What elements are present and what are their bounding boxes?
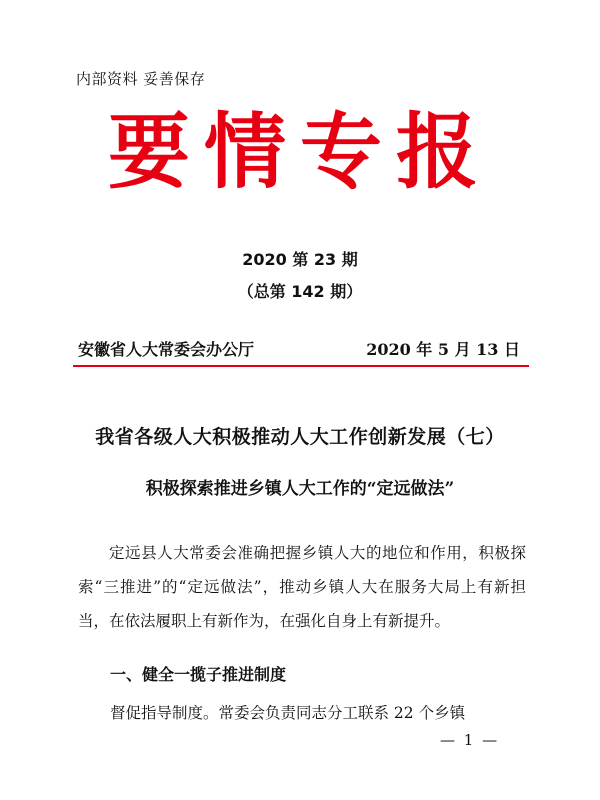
publication-date: 2020 年 5 月 13 日 [366, 340, 520, 359]
masthead-divider [73, 365, 529, 367]
issue-number: 2020 第 23 期 [242, 250, 358, 269]
total-issue-number: （总第 142 期） [237, 282, 363, 301]
publisher-name: 安徽省人大常委会办公厅 [78, 340, 255, 359]
section-text: 督促指导制度。常委会负责同志分工联系 22 个乡镇 [110, 704, 466, 722]
article-subheadline: 积极探索推进乡镇人大工作的“定远做法” [145, 479, 455, 499]
article-headline: 我省各级人大积极推动人大工作创新发展（七） [95, 426, 505, 448]
intro-paragraph: 定远县人大常委会准确把握乡镇人大的地位和作用，积极探索“三推进”的“定远做法”，推动乡镇人大在服务大局上有新担当，在依法履职上有新作为，在强化自身上有新提升。 [78, 544, 526, 630]
page-number: — 1 — [440, 731, 500, 749]
classification-label: 内部资料 妥善保存 [76, 70, 206, 88]
masthead-title: 要情专报 [107, 104, 492, 200]
section-heading: 一、健全一揽子推进制度 [110, 665, 287, 684]
